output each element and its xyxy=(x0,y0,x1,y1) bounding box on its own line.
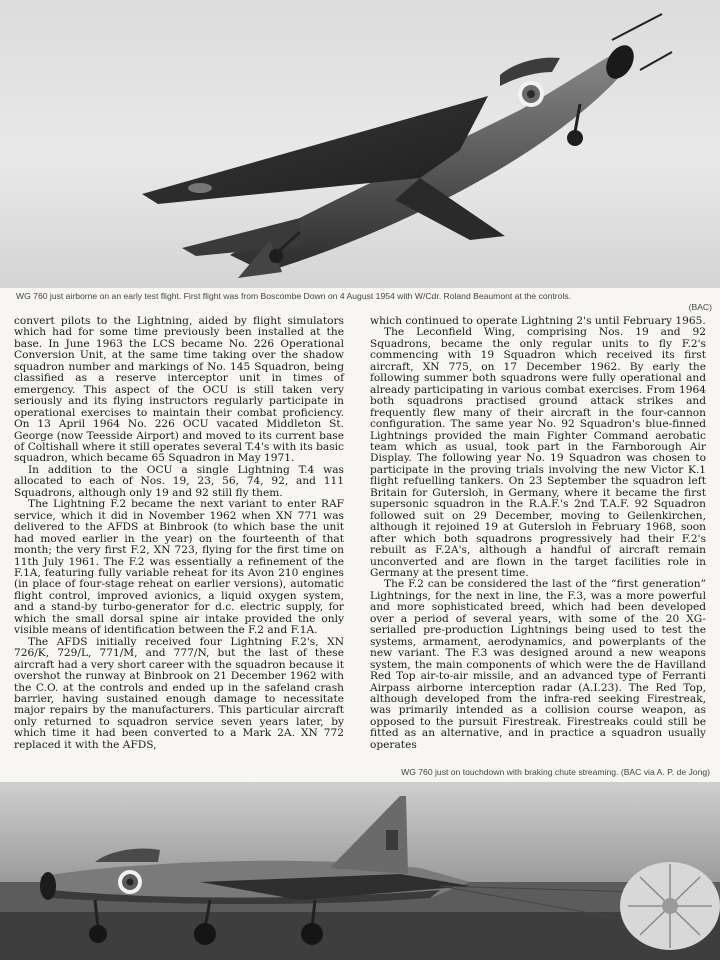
aircraft-landing-illustration xyxy=(0,782,720,960)
paragraph: convert pilots to the Lightning, aided by flight simulators which had for some time previously been installed at the base. In June 1963 the LCS became No. 226 Operational Conversion Unit, at the same time taking over the shadow squadron number and markings of No. 145 Squadron, being classified as a reserve interceptor unit in times of emergency. This aspect of the OCU is still taken very seriously and its flying instructors regularly participate in operational exercises to maintain their combat proficiency. On 13 April 1964 No. 226 OCU vacated Middleton St. George (now Teesside Airport) and moved to its current base of Coltishall where it still operates several T.4's with its basic squadron, which became 65 Squadron in May 1971. xyxy=(14,315,344,465)
bottom-photo-caption: WG 760 just on touchdown with braking chute streaming. (BAC via A. P. de Jong) xyxy=(401,767,710,777)
top-photo-caption: WG 760 just airborne on an early test flight. First flight was from Boscombe Down on 4 August 1954 with W/Cdr. Roland Beaumont at the controls. xyxy=(16,291,572,301)
paragraph: The Lightning F.2 became the next variant to enter RAF service, which it did in November 1962 when XN 771 was delivered to the AFDS at Binbrook (to which base the unit had moved earlier in the year) on the fourteenth of that month; the very first F.2, XN 723, flying for the first time on 11th July 1961. The F.2 was essentially a refinement of the F.1A, featuring fully variable reheat for its Avon 210 engines (in place of four-stage reheat on earlier versions), automatic flight control, improved avionics, a liquid oxygen system, and a stand-by turbo-generator for d.c. electric supply, for which the small dorsal spine air intake provided the only visible means of identification between the F.2 and F.1A. xyxy=(14,498,344,637)
top-photo-credit: (BAC) xyxy=(688,302,712,312)
paragraph: In addition to the OCU a single Lightning T.4 was allocated to each of Nos. 19, 23, 56, 74, 92, and 111 Squadrons, although only 19 and 92 still fly them. xyxy=(14,463,344,499)
paragraph: The AFDS initially received four Lightning F.2's, XN 726/K, 729/L, 771/M, and 777/N, but the last of these aircraft had a very short career with the squadron because it overshot the runway at Binbrook on 21 December 1962 with the C.O. at the controls and ended up in the safeland crash barrier, having sustained enough damage to necessitate major repairs by the manufacturers. This particular aircraft only returned to squadron service seven years later, by which time it had been converted to a Mark 2A. XN 772 replaced it with the AFDS, xyxy=(14,635,344,751)
paragraph: The Leconfield Wing, comprising Nos. 19 and 92 Squadrons, became the only regular units to fly F.2's commencing with 19 Squadron which received its first aircraft, XN 775, on 17 December 1962. By early the following summer both squadrons were fully operational and already participating in various combat exercises. From 1964 both squadrons practised ground attack strikes and frequently flew many of their aircraft in the four-cannon configuration. The same year No. 92 Squadron's blue-finned Lightnings provided the main Fighter Command aerobatic team which as usual, took part in the Farnborough Air Display. The following year No. 19 Squadron was chosen to participate in the proving trials involving the new Victor K.1 flight refuelling tankers. On 23 September the squadron left Britain for Gutersloh, in Germany, where it became the first supersonic squadron in the R.A.F.'s 2nd T.A.F. 92 Squadron followed suit on 29 December, moving to Geilenkirchen, although it rejoined 19 at Gutersloh in February 1968, soon after which both squadrons progressively had their F.2's rebuilt as F.2A's, although a handful of aircraft remain unconverted and are flown in the target facilities role in Germany at the present time. xyxy=(370,326,706,579)
article-right-column xyxy=(370,316,706,751)
photo-aircraft-touchdown xyxy=(0,782,720,960)
paragraph: which continued to operate Lightning 2's until February 1965. xyxy=(370,315,706,327)
paragraph: The F.2 can be considered the last of the “first generation” Lightnings, for the next in line, the F.3, was a more powerful and more sophisticated breed, which had been developed over a period of several years, with some of the 20 XG-serialled pre-production Lightnings being used to test the systems, armament, aerodynamics, and powerplants of the new variant. The F.3 was designed around a new weapons system, the main components of which were the de Havilland Red Top air-to-air missile, and an advanced type of Ferranti Airpass airborne interception radar (A.I.23). The Red Top, although developed from the infra-red seeking Firestreak, was primarily intended as a collision course weapon, as opposed to the pursuit Firestreak. Firestreaks could still be fitted as an alternative, and in practice a squadron usually operates xyxy=(370,578,706,751)
photo-aircraft-takeoff xyxy=(0,0,720,288)
article-left-column xyxy=(14,316,344,751)
aircraft-in-flight-illustration xyxy=(0,0,720,288)
